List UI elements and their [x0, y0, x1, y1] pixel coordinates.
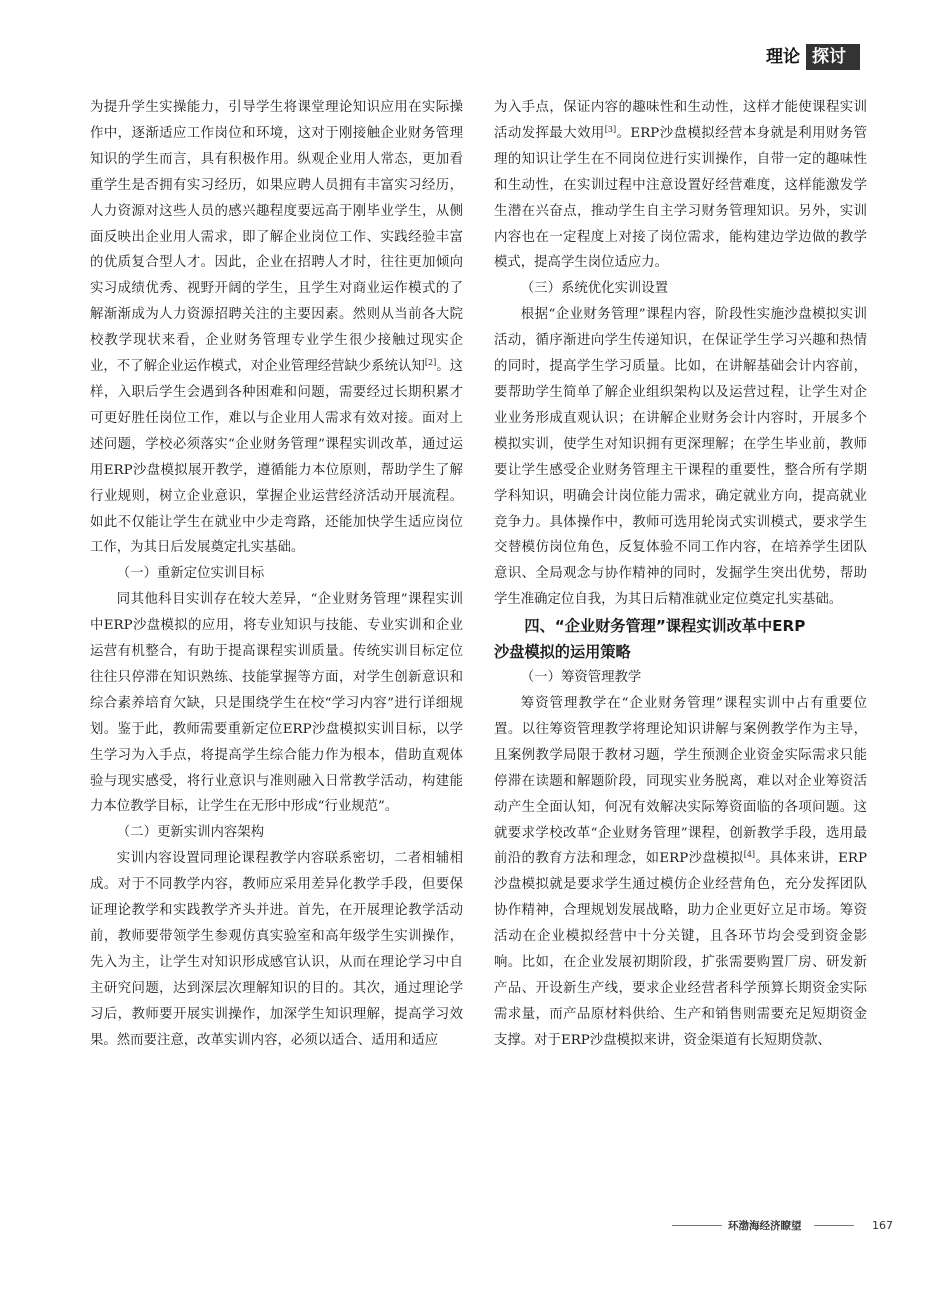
page-number: 167: [872, 1219, 893, 1232]
left-column: [90, 95, 463, 1054]
citation-3: [3]: [604, 124, 617, 134]
left-paragraph-2: 同其他科目实训存在较大差异，“企业财务管理”课程实训中ERP沙盘模拟的应用，将专业知识与技能、专业实训和企业运营有机整合，有助于提高课程实训质量。传统实训目标定位往往只停滞在知识熟练、技能掌握等方面，对学生创新意识和综合素养培育欠缺，只是围绕学生在校“学习内容”进行详细规划。鉴于此，教师需要重新定位ERP沙盘模拟实训目标，以学生学习为入手点，将提高学生综合能力作为根本，借助直观体验与现实感受，将行业意识与准则融入日常教学活动，构建能力本位教学目标，让学生在无形中形成“行业规范”。: [90, 592, 463, 815]
section-title-line-2: 沙盘模拟的运用策略: [494, 643, 631, 662]
subheading-3: （三）系统优化实训设置: [520, 281, 669, 297]
right-paragraph-2: 根据“企业财务管理”课程内容，阶段性实施沙盘模拟实训活动，循序渐进向学生传递知识，在保证学生学习兴趣和热情的同时，提高学生学习质量。比如，在讲解基础会计内容前，要帮助学生简单了解企业组织架构以及运营过程，让学生对企业业务形成直观认识；在讲解企业财务会计内容时，开展多个模拟实训，使学生对知识拥有更深理解；在学生毕业前，教师要让学生感受企业财务管理主干课程的重要性，整合所有学期学科知识，明确会计岗位能力需求，确定就业方向，提高就业竞争力。具体操作中，教师可选用轮岗式实训模式，要求学生交替模仿岗位角色，反复体验不同工作内容，在培养学生团队意识、全局观念与协作精神的同时，发掘学生突出优势，帮助学生准确定位自我，为其日后精准就业定位奠定扎实基础。: [494, 307, 867, 608]
section-title: [494, 613, 867, 665]
right-column: [494, 95, 867, 1054]
subheading-4: （一）筹资管理教学: [520, 670, 642, 686]
page-header: [766, 44, 860, 70]
header-label-discussion: 探讨: [806, 44, 860, 70]
right-paragraph-3: 筹资管理教学在“企业财务管理”课程实训中占有重要位置。以往筹资管理教学将理论知识讲解与案例教学作为主导，且案例教学局限于教材习题，学生预测企业资金实际需求只能停滞在读题和解题阶段，同现实业务脱离，难以对企业筹资活动产生全面认知，何况有效解决实际筹资面临的各项问题。这就要求学校改革“企业财务管理”课程，创新教学手段，选用最前沿的教育方法和理念，如ERP沙盘模拟[4]。具体来讲，ERP沙盘模拟就是要求学生通过模仿企业经营角色，充分发挥团队协作精神，合理规划发展战略，助力企业更好立足市场。筹资活动在企业模拟经营中十分关键，且各环节均会受到资金影响。比如，在企业发展初期阶段，扩张需要购置厂房、研发新产品、开设新生产线，要求企业经营者科学预算长期资金实际需求量，而产品原材料供给、生产和销售则需要充足短期资金支撑。对于ERP沙盘模拟来讲，资金渠道有长短期贷款、: [494, 696, 867, 1048]
citation-4: [4]: [743, 850, 756, 860]
footer-rule-left: [672, 1225, 722, 1226]
citation-2: [2]: [424, 358, 437, 368]
left-paragraph-1: 为提升学生实操能力，引导学生将课堂理论知识应用在实际操作中，逐渐适应工作岗位和环境，这对于刚接触企业财务管理知识的学生而言，具有积极作用。纵观企业用人常态，更加看重学生是否拥有实习经历，如果应聘人员拥有丰富实习经历，人力资源对这些人员的感兴趣程度要远高于刚毕业学生，从侧面反映出企业用人需求，即了解企业岗位工作、实践经验丰富的优质复合型人才。因此，企业在招聘人才时，往往更加倾向实习成绩优秀、视野开阔的学生，且学生对商业运作模式的了解渐渐成为人力资源招聘关注的主要因素。然则从当前各大院校教学现状来看，企业财务管理专业学生很少接触过现实企业，不了解企业运作模式，对企业管理经营缺少系统认知[2]。这样，入职后学生会遇到各种困难和问题，需要经过长期积累才可更好胜任岗位工作，难以与企业用人需求有效对接。面对上述问题，学校必须落实“企业财务管理”课程实训改革，通过运用ERP沙盘模拟展开教学，遵循能力本位原则，帮助学生了解行业规则，树立企业意识，掌握企业运营经济活动开展流程。如此不仅能让学生在就业中少走弯路，还能加快学生适应岗位工作，为其日后发展奠定扎实基础。: [90, 100, 464, 556]
footer-rule-right: [814, 1225, 854, 1226]
section-title-line-1: 四、“企业财务管理”课程实训改革中ERP: [524, 617, 806, 636]
page-footer: [672, 1216, 860, 1236]
journal-name: 环渤海经济瞭望: [728, 1220, 802, 1232]
left-paragraph-3: 实训内容设置同理论课程教学内容联系密切，二者相辅相成。对于不同教学内容，教师应采用差异化教学手段，但要保证理论教学和实践教学齐头并进。首先，在开展理论教学活动前，教师要带领学生参观仿真实验室和高年级学生实训操作，先入为主，让学生对知识形成感官认识，从而在理论学习中自主研究问题，达到深层次理解知识的目的。其次，通过理论学习后，教师要开展实训操作，加深学生知识理解，提高学习效果。然而要注意，改革实训内容，必须以适合、适用和适应: [90, 851, 463, 1048]
header-label-theory: 理论: [766, 47, 800, 67]
subheading-2: （二）更新实训内容架构: [116, 825, 265, 841]
right-paragraph-1: 为入手点，保证内容的趣味性和生动性，这样才能使课程实训活动发挥最大效用[3]。ERP沙盘模拟经营本身就是利用财务管理的知识让学生在不同岗位进行实训操作，自带一定的趣味性和生动性，在实训过程中注意设置好经营难度，这样能激发学生潜在兴奋点，推动学生自主学习财务管理知识。另外，实训内容也在一定程度上对接了岗位需求，能构建边学边做的教学模式，提高学生岗位适应力。: [494, 100, 867, 271]
subheading-1: （一）重新定位实训目标: [116, 566, 265, 582]
